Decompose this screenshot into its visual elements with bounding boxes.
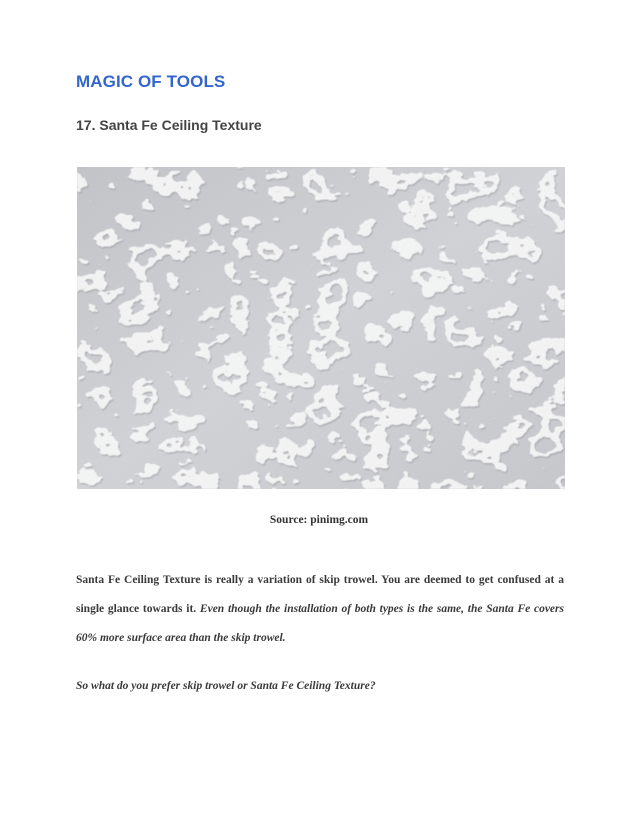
section-title: 17. Santa Fe Ceiling Texture (76, 117, 262, 133)
paragraph-italic-text: Even though the installation of both types is the same, the Santa Fe covers 60% more surface area than the skip trowel. (76, 603, 564, 644)
ceiling-texture-photo (77, 167, 565, 489)
ceiling-texture-image (77, 167, 565, 489)
body-paragraph (76, 566, 564, 653)
document-heading: MAGIC OF TOOLS (76, 72, 226, 91)
image-caption: Source: pinimg.com (269, 514, 369, 526)
paragraph-plain-text: Santa Fe Ceiling Texture is really a variation of skip trowel. You are deemed to get confused at a single glance towards it. (76, 574, 564, 615)
closing-question: So what do you prefer skip trowel or Santa Fe Ceiling Texture? (76, 680, 376, 692)
